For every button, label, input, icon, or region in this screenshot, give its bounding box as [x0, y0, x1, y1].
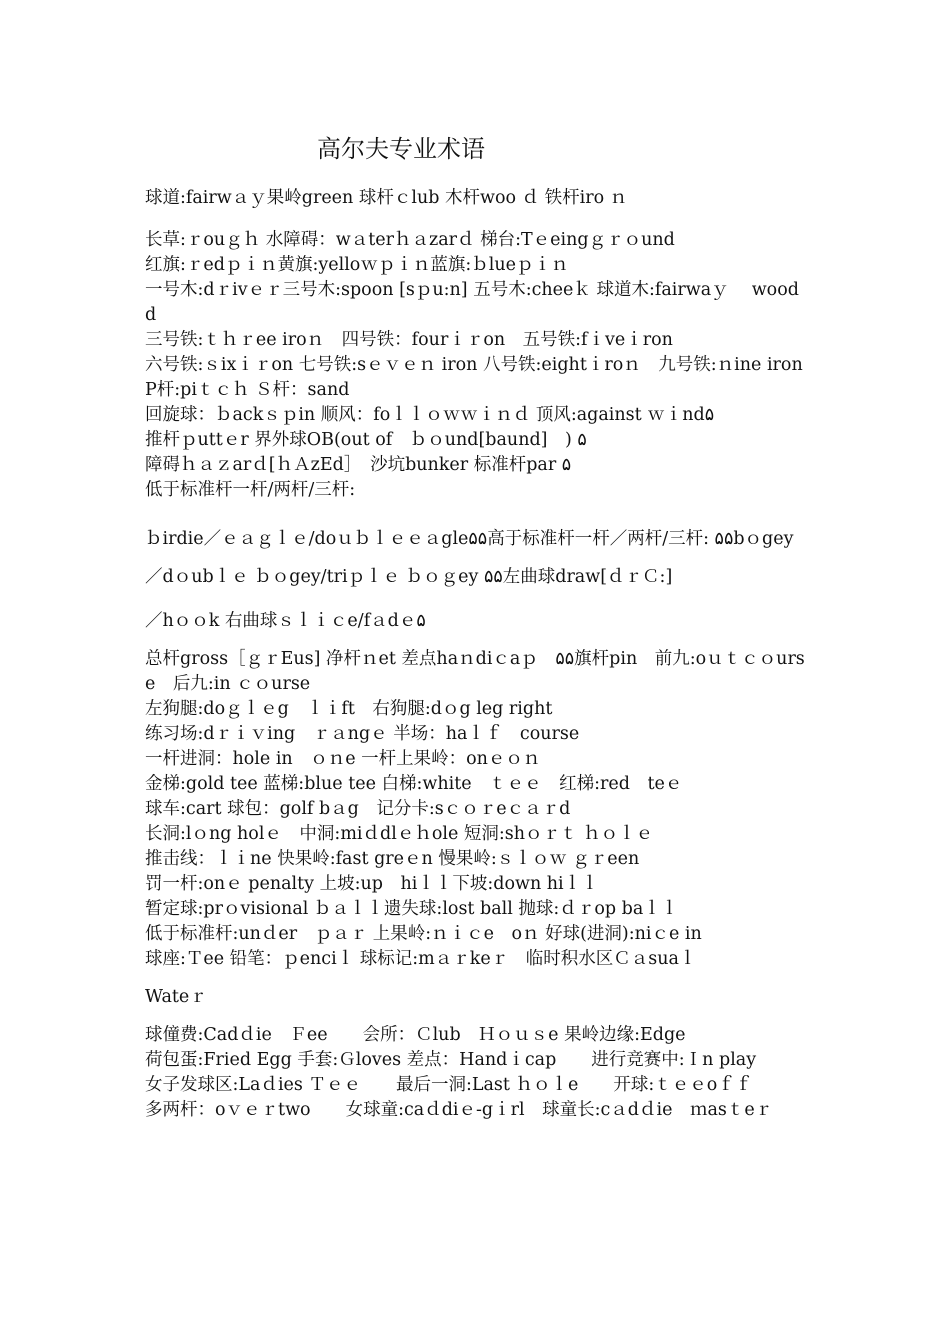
text-line: 推杆ｐuttｅr 界外球OB(out of ｂｏund[baund] ) ۵: [145, 430, 587, 450]
text-line: P杆:piｔｃｈ Ｓ杆：sand: [145, 380, 350, 400]
text-line: 推击线：ｌｉne 快果岭:fast greｅn 慢果岭:ｓｌｏｗ ｇｒeen: [145, 849, 640, 869]
text-line: 多两杆：oｖｅｒtwo 女球童:caｄdiｅ-gｉrl 球童长:cａdｄie ｍasｔeｒ: [145, 1100, 773, 1120]
paragraph-gap: [145, 634, 810, 647]
document-title: 高尔夫专业术语: [317, 135, 485, 163]
text-line: 回旋球：ｂackｓｐin 顺风：foｌｌｏｗｗｉｎｄ 顶风:against ｗｉnd۵: [145, 405, 715, 425]
text-line: 红旗:ｒedｐｉｎ黄旗:yelloｗｐｉｎ蓝旗:ｂlueｐｉｎ: [145, 255, 569, 275]
text-line: 三号铁:ｔｈｒee iroｎ 四号铁：fourｉｒon 五号铁:fｉveｉron: [145, 330, 673, 350]
text-line: 低于标准杆:unｄer ｐａｒ 上果岭:ｎｉｃe oｎ 好球(进洞):niｃe in: [145, 924, 702, 944]
text-line: Wateｒ: [145, 987, 207, 1007]
text-line: ｂirdie／ｅａｇｌｅ/doｕｂｌｅｅａgle۵۵高于标准杆一杆／两杆/三杆: ۵۵bｏgey／dｏubｌｅ ｂｏgey/triｐｌｅ ｂｏｇey ۵۵左曲球draw[ｄｒＣ:]: [145, 529, 794, 587]
text-line: 低于标准杆一杆/两杆/三杆:: [145, 480, 356, 500]
text-line: 六号铁:ｓixｉｒon 七号铁:sｅｖｅｎ iron 八号铁:eightｉroｎ 九号铁:ｎine iron: [145, 355, 803, 375]
text-line: 一号木:dｒivｅｒ三号木:spoon [sｐu:n] 五号木:cheeｋ 球道木:fairwaｙ woodd: [145, 280, 799, 325]
text-line: 暂定球:prｏvisional ｂａｌｌ遗失球:lost ball 抛球:ｄｒop baｌｌ: [145, 899, 679, 919]
text-line: 一杆进洞：hole in ｏｎe 一杆上果岭：onｅｏｎ: [145, 749, 541, 769]
paragraph-gap: [145, 972, 810, 985]
text-line: 女子发球区:Laｄies Ｔｅｅ 最后一洞:Last ｈｏｌe 开球:ｔｅｅoｆｆ: [145, 1075, 753, 1095]
text-line: 球座:Ｔee 铅笔：ｐenciｌ 球标记:mａｒkeｒ 临时积水区Ｃａsuaｌ: [145, 949, 697, 969]
text-line: 球车:cart 球包：golf bａg 记分卡:sｃｏｒeｃａｒd: [145, 799, 571, 819]
text-line: 金梯:gold tee 蓝梯:blue tee 白梯:white ｔｅｅ 红梯:red teｅ: [145, 774, 683, 794]
text-line: 左狗腿:doｇｌｅg ｌｉft 右狗腿:dｏg leg right: [145, 699, 553, 719]
paragraph-gap: [145, 211, 810, 228]
document-body: [145, 186, 810, 1123]
text-line: 长草:ｒouｇｈ 水障碍：wａterｈａzarｄ 梯台:Tｅeingｇｒｏund: [145, 230, 675, 250]
text-line: 球道:fairwａｙ果岭green 球杆ｃlub 木杆woo ｄ 铁杆iro ｎ: [145, 188, 628, 208]
paragraph-gap: [145, 1010, 810, 1023]
text-line: 罚一杆:onｅ penalty 上坡:up hiｌｌ下坡:down hiｌｌ: [145, 874, 599, 894]
text-line: 练习场:dｒｉｖing ｒａngｅ 半场：haｌｆ course: [145, 724, 580, 744]
text-line: 障碍ｈａｚarｄ[ｈＡzEd］ 沙坑bunker 标准杆par ۵: [145, 455, 572, 475]
paragraph-gap: [145, 596, 810, 609]
text-line: ／hｏｏk 右曲球ｓｌｉｃe/fａdｅ۵: [145, 611, 426, 631]
text-line: 长洞:lｏng holｅ 中洞:miｄdlｅｈole 短洞:shｏｒｔ ｈｏｌｅ: [145, 824, 654, 844]
text-line: 总杆gross［ｇｒEus] 净杆ｎet 差点haｎdiｃaｐ ۵۵旗杆pin 前九:oｕｔｃｏurse 后九:in ｃｏurse: [145, 649, 805, 694]
text-line: 荷包蛋:Fried Egg 手套:Ｇloves 差点：Handｉcap 进行竞赛中:Ｉn play: [145, 1050, 757, 1070]
paragraph-gap: [145, 503, 810, 520]
text-line: 球僮费:Cadｄie Ｆee 会所：Ｃlub Ｈｏｕｓe 果岭边缘:Edge: [145, 1025, 686, 1045]
